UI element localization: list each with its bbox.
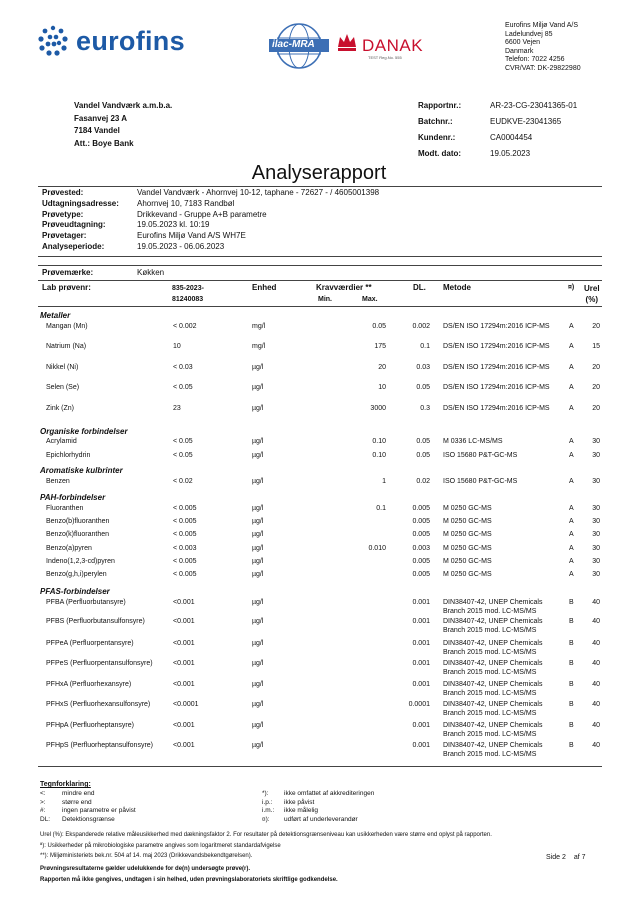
cell-acc: B [569,660,574,667]
page-number [546,854,586,861]
legend-text: ikke omfattet af akkrediteringen [284,790,375,797]
cell-name: PFPeS (Perfluorpentansulfonsyre) [46,660,153,667]
cell-name: Mangan (Mn) [46,323,88,330]
info-label: Prøvetype: [42,209,84,219]
cell-name: Nikkel (Ni) [46,364,79,371]
legend-text: mindre end [62,790,95,797]
cell-unit: µg/l [252,701,264,708]
cell-unit: µg/l [252,571,264,578]
cell-name: PFBA (Perfluorbutansyre) [46,599,126,606]
recipient-block [74,100,172,150]
cell-name: Natrium (Na) [46,343,87,350]
cell-acc: A [569,505,574,512]
col-header-sample-no [172,283,204,305]
received-date: 19.05.2023 [490,149,531,158]
cell-dl: 0.001 [412,640,430,647]
cell-result: <0.001 [173,722,195,729]
cell-dl: 0.001 [412,681,430,688]
cell-method: DIN38407-42, UNEP Chemicals Branch 2015 mod. LC-MS/MS [443,681,543,697]
cell-result: 23 [173,405,181,412]
cell-urel: 30 [592,558,600,565]
cell-max: 3000 [370,405,386,412]
cell-acc: A [569,452,574,459]
danak-reg: TEST Reg.No. 555 [368,55,402,60]
address-line: CVR/VAT: DK-29822980 [505,64,581,72]
cell-dl: 0.005 [412,518,430,525]
cell-method: ISO 15680 P&T-GC-MS [443,478,518,485]
eurofins-dots-icon [36,24,70,58]
cell-name: Benzen [46,478,70,485]
col-header-max: Max. [362,296,378,303]
legend-text: Detektionsgrænse [62,815,115,823]
cell-result: <0.001 [173,640,195,647]
cell-urel: 20 [592,384,600,391]
info-label: Prøvetager: [42,231,87,241]
marking-label: Prøvemærke: [42,268,94,277]
cell-method: M 0336 LC-MS/MS [443,438,503,445]
cell-urel: 40 [592,742,600,749]
cell-dl: 0.001 [412,660,430,667]
cell-name: Benzo(k)fluoranthen [46,531,110,538]
legend-symbol: <: [40,790,46,797]
divider [38,186,602,187]
cell-max: 0.1 [376,505,386,512]
cell-dl: 0.05 [416,452,430,459]
report-number: AR-23-CG-23041365-01 [490,101,578,110]
company-address [505,22,581,73]
cell-acc: A [569,518,574,525]
eurofins-logo-text: eurofins [76,25,185,56]
sample-info [42,188,379,253]
cell-result: < 0.05 [173,452,193,459]
cell-result: < 0.005 [173,558,197,565]
sample-no-line: 81240083 [172,296,204,303]
cell-name: Benzo(b)fluoranthen [46,518,110,525]
cell-dl: 0.005 [412,531,430,538]
col-header-min: Min. [318,296,332,303]
cell-result: 10 [173,343,181,350]
cell-max: 0.10 [372,438,386,445]
batch-number: EUDKVE-23041365 [490,117,562,126]
legend-symbol: DL: [40,815,51,823]
cell-max: 20 [378,364,386,371]
cell-method: DS/EN ISO 17294m:2016 ICP-MS [443,364,550,371]
cell-unit: µg/l [252,660,264,667]
cell-result: <0.0001 [173,701,199,708]
info-label: Prøveudtagning: [42,220,106,230]
legend-symbol: i.p.: [262,798,273,806]
section-title: PAH-forbindelser [40,493,106,502]
cell-name: Zink (Zn) [46,405,74,412]
divider [38,280,602,281]
cell-method: M 0250 GC-MS [443,505,492,512]
cell-urel: 20 [592,323,600,330]
cell-name: Benzo(a)pyren [46,545,92,552]
info-value: Ahornvej 10, 7183 Randbøl [137,198,235,208]
cell-name: Acrylamid [46,438,77,445]
cell-urel: 20 [592,405,600,412]
cell-urel: 15 [592,343,600,350]
cell-method: DIN38407-42, UNEP Chemicals Branch 2015 mod. LC-MS/MS [443,742,543,758]
cell-urel: 30 [592,545,600,552]
cell-dl: 0.05 [416,384,430,391]
cell-method: DIN38407-42, UNEP Chemicals Branch 2015 mod. LC-MS/MS [443,660,543,676]
cell-method: DIN38407-42, UNEP Chemicals Branch 2015 mod. LC-MS/MS [443,640,543,656]
cell-name: PFHpA (Perfluorheptansyre) [46,722,134,729]
legend-left [40,790,136,824]
cell-max: 175 [374,343,386,350]
legend-symbol: *): [262,790,269,797]
urel-label: Urel [584,284,600,293]
cell-urel: 30 [592,571,600,578]
info-value: Drikkevand - Gruppe A+B parametre [137,209,267,219]
report-meta [418,98,577,162]
page-current: 2 [561,854,566,861]
page-of: af [573,854,580,861]
cell-acc: A [569,571,574,578]
disclaimer-line: Rapporten må ikke gengives, undtagen i sin helhed, uden prøvningslaboratoriets skriftlige godkendelse. [40,876,338,883]
cell-method: M 0250 GC-MS [443,531,492,538]
cell-name: PFPeA (Perfluorpentansyre) [46,640,134,647]
crown-icon [336,30,358,52]
cell-result: <0.001 [173,742,195,749]
cell-max: 0.10 [372,452,386,459]
cell-unit: µg/l [252,438,264,445]
cell-urel: 30 [592,452,600,459]
cell-acc: A [569,323,574,330]
cell-unit: µg/l [252,505,264,512]
section-title: PFAS-forbindelser [40,587,110,596]
cell-urel: 40 [592,618,600,625]
col-header-method: Metode [443,283,471,292]
cell-unit: µg/l [252,364,264,371]
cell-urel: 40 [592,640,600,647]
cell-dl: 0.3 [420,405,430,412]
cell-name: Epichlorhydrin [46,452,91,459]
notes [40,830,600,862]
cell-result: < 0.05 [173,384,193,391]
cell-method: DS/EN ISO 17294m:2016 ICP-MS [443,343,550,350]
cell-unit: µg/l [252,518,264,525]
cell-dl: 0.001 [412,599,430,606]
cell-result: <0.001 [173,681,195,688]
cell-urel: 20 [592,364,600,371]
cell-urel: 30 [592,518,600,525]
cell-result: < 0.005 [173,531,197,538]
cell-method: DS/EN ISO 17294m:2016 ICP-MS [443,405,550,412]
info-label: Analyseperiode: [42,241,105,251]
col-header-lab: Lab prøvenr: [42,283,91,292]
cell-dl: 0.001 [412,742,430,749]
page-total: 7 [581,854,586,861]
cell-result: < 0.03 [173,364,193,371]
cell-dl: 0.005 [412,505,430,512]
cell-urel: 40 [592,681,600,688]
cell-result: < 0.002 [173,323,197,330]
legend-text: større end [62,798,92,806]
cell-result: < 0.003 [173,545,197,552]
cell-acc: B [569,618,574,625]
cell-dl: 0.003 [412,545,430,552]
cell-dl: 0.05 [416,438,430,445]
divider [38,306,602,307]
divider [38,256,602,257]
cell-urel: 40 [592,701,600,708]
cell-method: DIN38407-42, UNEP Chemicals Branch 2015 mod. LC-MS/MS [443,701,543,717]
cell-max: 0.05 [372,323,386,330]
cell-name: Indeno(1,2,3-cd)pyren [46,558,115,565]
cell-acc: B [569,742,574,749]
cell-method: DIN38407-42, UNEP Chemicals Branch 2015 mod. LC-MS/MS [443,618,543,634]
cell-unit: µg/l [252,742,264,749]
cell-result: < 0.05 [173,438,193,445]
note-line: **): Miljøministeriets bek.nr. 504 af 14. maj 2023 (Drikkevandsbekendtgørelsen). [40,853,253,859]
divider [38,766,602,767]
cell-result: <0.001 [173,660,195,667]
cell-dl: 0.005 [412,558,430,565]
ilac-mra-label: ilac-MRA [272,39,315,50]
legend-symbol: i.m.: [262,807,275,814]
cell-dl: 0.001 [412,722,430,729]
cell-name: Fluoranthen [46,505,84,512]
meta-label: Kundenr.: [418,133,456,142]
recipient-line: Att.: Boye Bank [74,138,134,148]
cell-urel: 30 [592,531,600,538]
col-header-star: ¤) [568,284,575,291]
cell-max: 10 [378,384,386,391]
cell-urel: 30 [592,505,600,512]
cell-urel: 40 [592,722,600,729]
cell-method: M 0250 GC-MS [443,518,492,525]
cell-acc: A [569,558,574,565]
cell-result: < 0.005 [173,571,197,578]
address-line: Eurofins Miljø Vand A/S [505,22,579,29]
recipient-line: 7184 Vandel [74,126,120,135]
cell-unit: µg/l [252,384,264,391]
legend-text: ingen parametre er påvist [62,807,136,814]
cell-acc: B [569,681,574,688]
cell-dl: 0.02 [416,478,430,485]
cell-name: PFHpS (Perfluorheptansulfonsyre) [46,742,153,749]
sample-marking [42,268,164,277]
page-title: Analyserapport [251,162,387,184]
cell-name: PFHxA (Perfluorhexansyre) [46,681,132,688]
cell-name: Selen (Se) [46,384,80,391]
section-title: Aromatiske kulbrinter [40,466,123,475]
meta-label: Modt. dato: [418,149,462,158]
customer-number: CA0004454 [490,133,533,142]
cell-acc: A [569,364,574,371]
address-line: 6600 Vejen [505,39,541,46]
cell-method: DIN38407-42, UNEP Chemicals Branch 2015 mod. LC-MS/MS [443,599,543,615]
cell-urel: 40 [592,599,600,606]
cell-name: PFHxS (Perfluorhexansulfonsyre) [46,701,151,708]
urel-unit: (%) [585,295,598,304]
cell-acc: A [569,405,574,412]
cell-method: M 0250 GC-MS [443,558,492,565]
col-header-unit: Enhed [252,283,277,292]
cell-acc: A [569,531,574,538]
col-header-urel [584,283,600,305]
cell-acc: A [569,343,574,350]
meta-label: Rapportnr.: [418,101,462,110]
cell-acc: A [569,545,574,552]
page-label: Side [546,854,561,861]
cell-unit: µg/l [252,452,264,459]
cell-unit: µg/l [252,558,264,565]
disclaimer-line: Prøvningsresultaterne gælder udelukkende for de(n) undersøgte prøve(r). [40,866,251,872]
cell-unit: mg/l [252,343,266,350]
address-line: Danmark [505,47,534,55]
cell-acc: A [569,478,574,485]
cell-acc: B [569,640,574,647]
marking-value: Køkken [137,268,165,277]
cell-unit: µg/l [252,681,264,688]
cell-dl: 0.03 [416,364,430,371]
sample-no-line: 835-2023- [172,285,204,292]
cell-acc: B [569,701,574,708]
cell-unit: µg/l [252,531,264,538]
address-line: Ladelundvej 85 [505,30,553,38]
cell-unit: µg/l [252,599,264,606]
cell-urel: 30 [592,478,600,485]
cell-unit: µg/l [252,618,264,625]
cell-result: < 0.02 [173,478,193,485]
section-title: Organiske forbindelser [40,427,128,436]
divider [38,265,602,266]
cell-method: M 0250 GC-MS [443,571,492,578]
cell-dl: 0.005 [412,571,430,578]
note-line: ª): Usikkerheder på mikrobiologiske parametre angives som logaritmeret standardafvigelse [40,842,281,849]
cell-result: < 0.005 [173,518,197,525]
cell-urel: 40 [592,660,600,667]
info-label: Udtagningsadresse: [42,198,119,208]
cell-unit: µg/l [252,405,264,412]
cell-max: 1 [382,478,386,485]
meta-label: Batchnr.: [418,117,453,126]
cell-result: <0.001 [173,599,195,606]
address-line: Telefon: 7022 4256 [505,56,565,63]
footer-disclaimer [40,864,338,885]
legend-text: udført af underleverandør [284,815,358,823]
cell-unit: µg/l [252,478,264,485]
section-title: Metaller [40,311,71,320]
legend-symbol: >: [40,798,46,806]
legend-symbol: #: [40,807,46,814]
note-line: Urel (%): Ekspanderede relative måleusikkerhed med dækningsfaktor 2. For resultater på detektionsgrænseniveau kan usikkerheden være større end oplyst på rapporten. [40,832,492,838]
cell-unit: mg/l [252,323,266,330]
legend-text: ikke målelig [284,807,318,814]
col-header-dl: DL. [413,283,426,292]
cell-acc: A [569,438,574,445]
cell-name: Benzo(g,h,i)perylen [46,571,107,578]
eurofins-logo [36,24,185,58]
info-value: 19.05.2023 - 06.06.2023 [137,241,225,251]
cell-result: < 0.005 [173,505,197,512]
cell-method: ISO 15680 P&T-GC-MS [443,452,518,459]
cell-method: DS/EN ISO 17294m:2016 ICP-MS [443,384,550,391]
ilac-mra-logo [268,22,330,70]
cell-unit: µg/l [252,640,264,647]
cell-method: M 0250 GC-MS [443,545,492,552]
cell-acc: B [569,722,574,729]
cell-dl: 0.002 [412,323,430,330]
cell-acc: A [569,384,574,391]
info-value: Vandel Vandværk - Ahornvej 10-12, taphane - 72627 - / 4605001398 [137,188,380,197]
info-label: Prøvested: [42,188,84,197]
cell-result: <0.001 [173,618,195,625]
cell-acc: B [569,599,574,606]
legend-text: ikke påvist [284,798,315,806]
cell-urel: 30 [592,438,600,445]
col-header-krav: Kravværdier ** [316,283,372,292]
legend-symbol: ¤): [262,815,270,823]
recipient-line: Vandel Vandværk a.m.b.a. [74,101,173,110]
cell-dl: 0.1 [420,343,430,350]
legend-right [262,790,374,824]
legend-title: Tegnforklaring: [40,781,91,788]
info-value: 19.05.2023 kl. 10:19 [137,220,210,230]
danak-label: DANAK [362,36,424,55]
cell-method: DS/EN ISO 17294m:2016 ICP-MS [443,323,550,330]
cell-dl: 0.0001 [408,701,430,708]
cell-unit: µg/l [252,545,264,552]
info-value: Eurofins Miljø Vand A/S WH7E [137,231,246,241]
cell-dl: 0.001 [412,618,430,625]
recipient-line: Fasanvej 23 A [74,113,128,123]
danak-logo [336,30,358,57]
cell-unit: µg/l [252,722,264,729]
cell-name: PFBS (Perfluorbutansulfonsyre) [46,618,145,625]
cell-method: DIN38407-42, UNEP Chemicals Branch 2015 mod. LC-MS/MS [443,722,543,738]
cell-max: 0.010 [368,545,386,552]
